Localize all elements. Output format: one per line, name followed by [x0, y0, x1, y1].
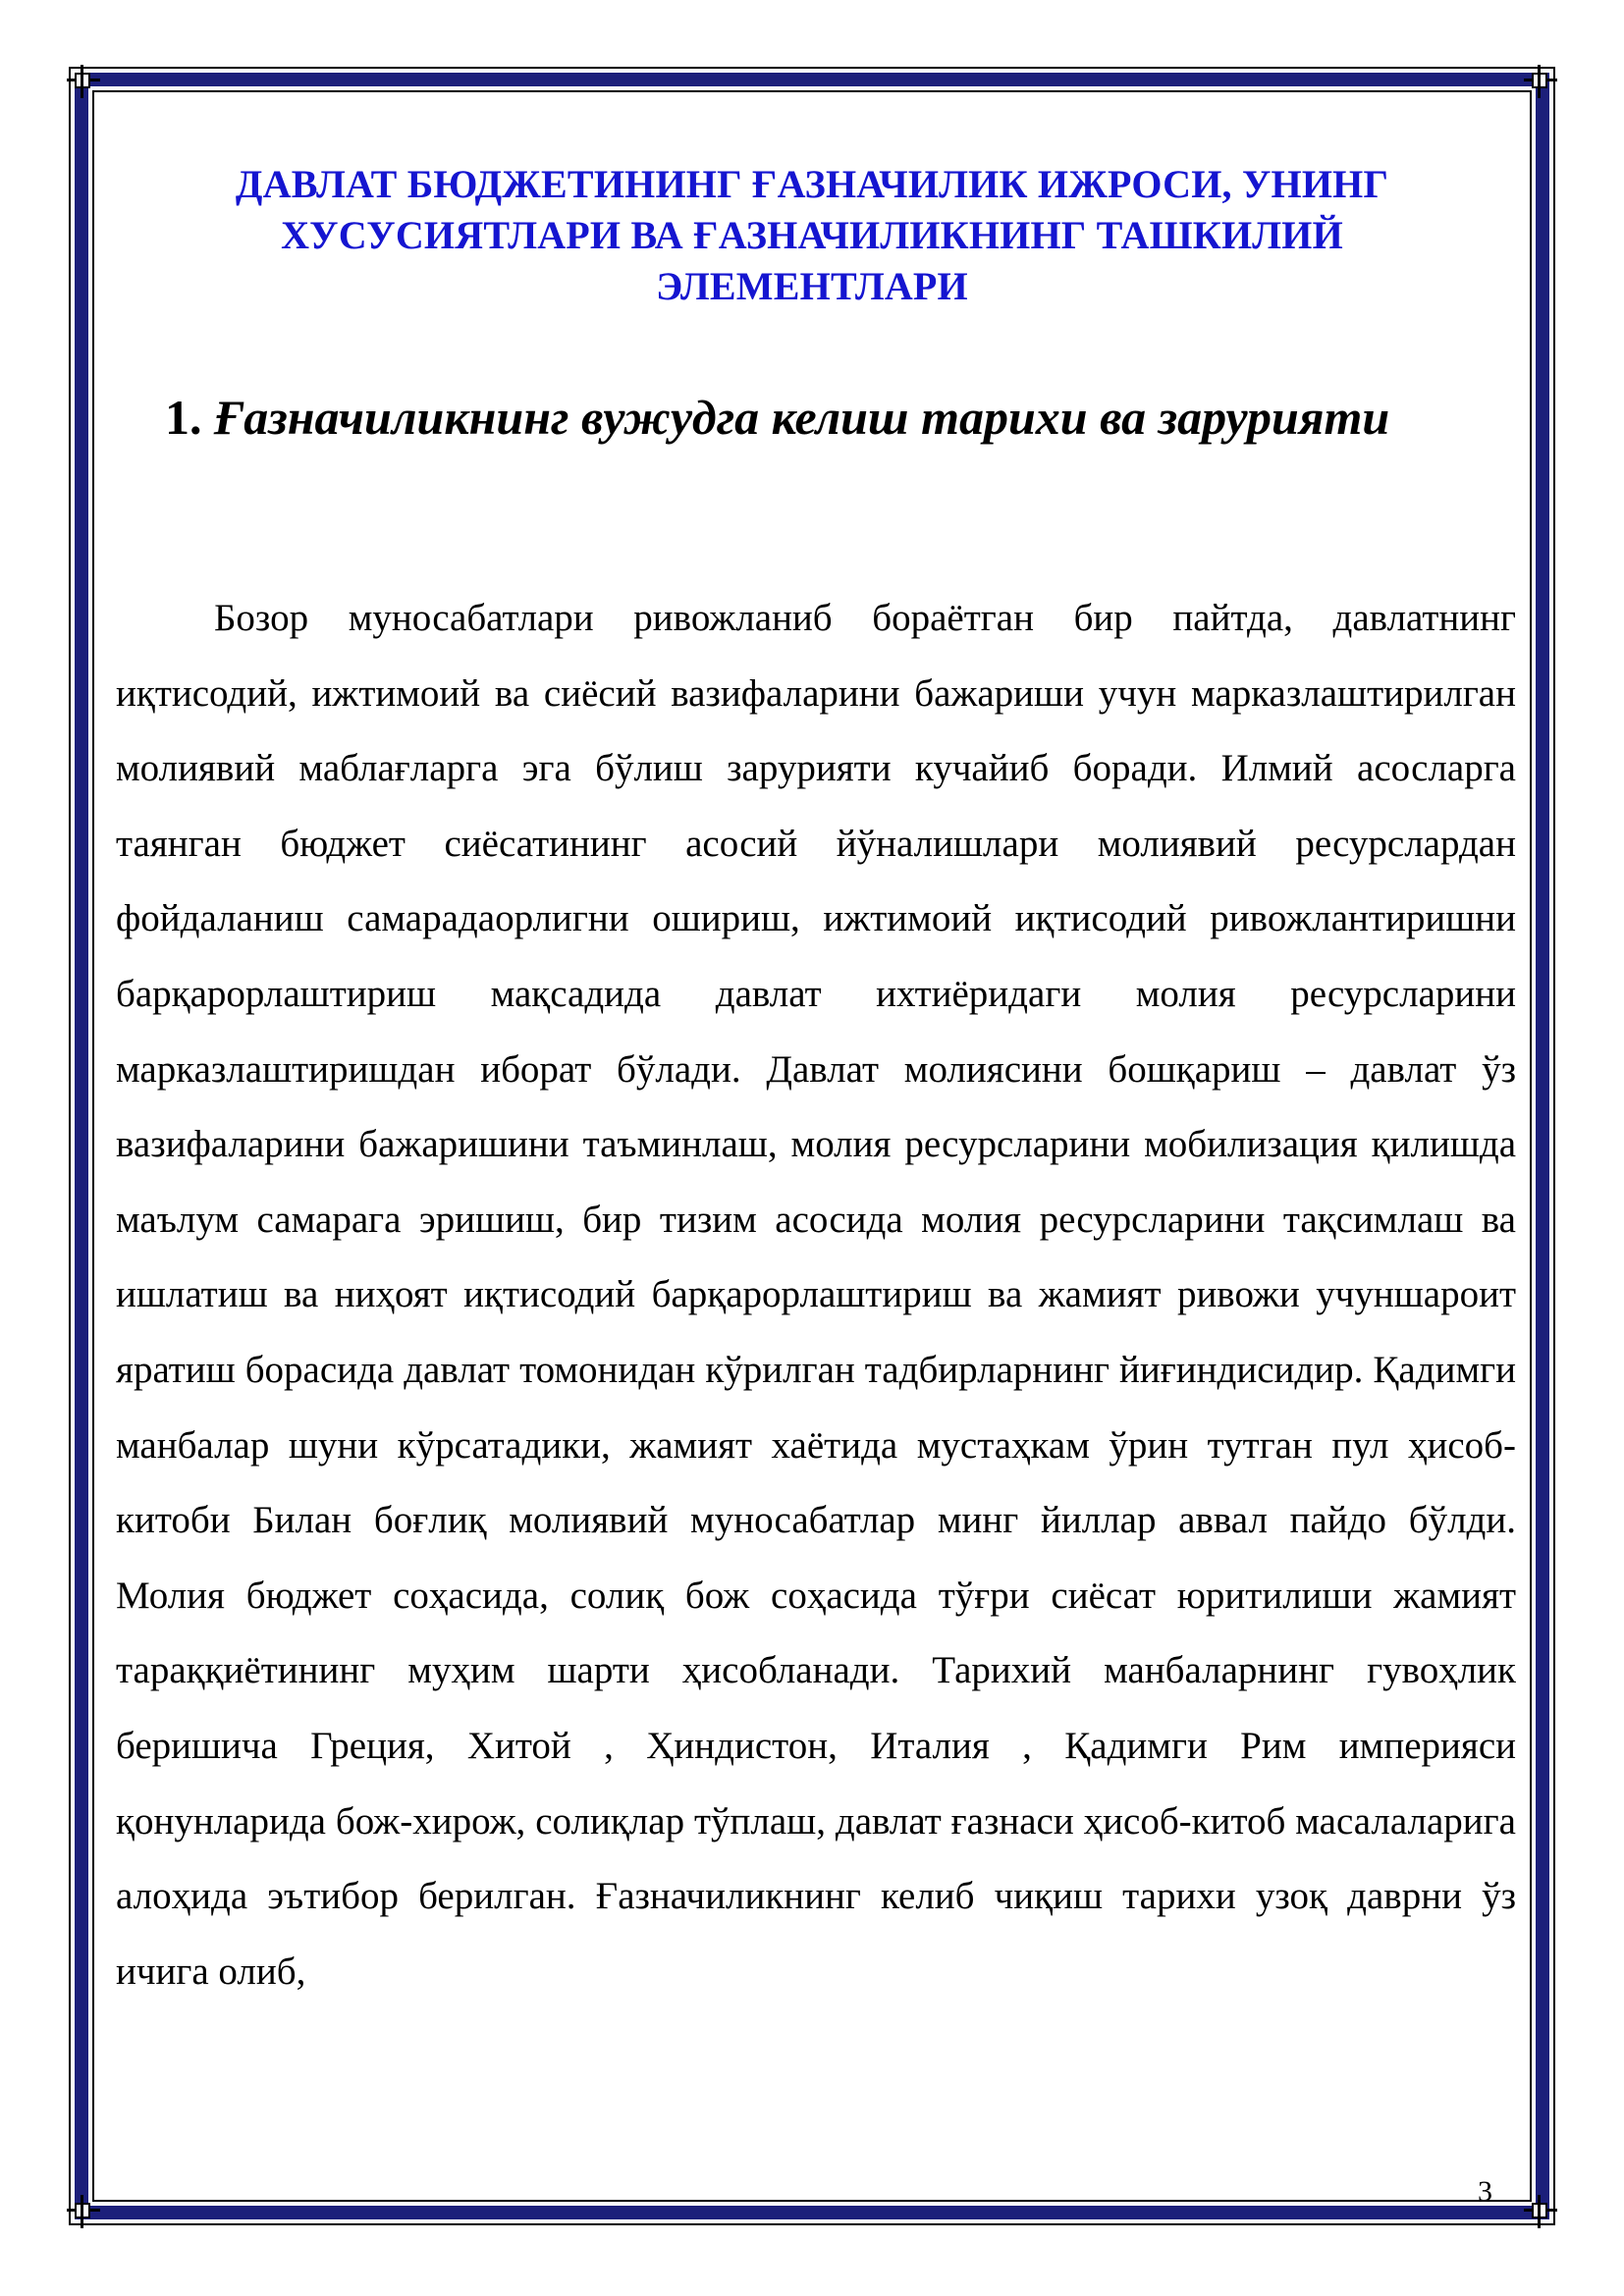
title-line: ДАВЛАТ БЮДЖЕТИНИНГ ҒАЗНАЧИЛИК ИЖРОСИ, УНИНГ	[235, 162, 1389, 206]
corner-ornament-top-left	[67, 65, 100, 98]
corner-ornament-bottom-left	[67, 2195, 100, 2228]
page-number: 3	[1478, 2175, 1492, 2208]
body-paragraph: Бозор муносабатлари ривожланиб бораётган бир пайтда, давлатнинг иқтисодий, ижтимоий ва сиёсий вазифаларини бажариши учун марказлаштирилган молиявий маблағларга эга бўлиш зарурияти кучайиб боради. Илмий асосларга таянган бюджет сиёсатининг асосий йўналишлари молиявий ресурслардан фойдаланиш самарадаорлигни ошириш, ижтимоий иқтисодий ривожлантиришни барқарорлаштириш мақсадида давлат ихтиёридаги молия ресурсларини марказлаштиришдан иборат бўлади. Давлат молиясини бошқариш – давлат ўз вазифаларини бажаришини таъминлаш, молия ресурсларини мобилизация қилишда маълум самарага эришиш, бир тизим асосида молия ресурсларини тақсимлаш ва ишлатиш ва ниҳоят иқтисодий барқарорлаштириш ва жамият ривожи учуншароит яратиш борасида давлат томонидан кўрилган тадбирларнинг йиғиндисидир. Қадимги манбалар шуни кўрсатадики, жамият хаётида мустаҳкам ўрин тутган пул ҳисоб-китоби Билан боғлиқ молиявий муносабатлар минг йиллар аввал пайдо бўлди. Молия бюджет соҳасида, солиқ бож соҳасида тўғри сиёсат юритилиши жамият тараққиётининг муҳим шарти ҳисобланади. Тарихий манбаларнинг гувоҳлик беришича Греция, Хитой , Ҳиндистон, Италия , Қадимги Рим империяси қонунларида бож-хирож, солиқлар тўплаш, давлат ғазнаси ҳисоб-китоб масалаларига алоҳида эътибор берилган. Ғазначиликнинг келиб чиқиш тарихи узоқ даврни ўз ичига олиб,	[116, 597, 1516, 1993]
document-title	[147, 159, 1477, 312]
title-line: ЭЛЕМЕНТЛАРИ	[656, 264, 968, 308]
title-line: ХУСУСИЯТЛАРИ ВА ҒАЗНАЧИЛИКНИНГ ТАШКИЛИЙ	[281, 213, 1343, 257]
corner-ornament-top-right	[1524, 65, 1557, 98]
section-number: 1.	[165, 390, 202, 445]
corner-ornament-bottom-right	[1524, 2195, 1557, 2228]
section-title: Ғазначиликнинг вужудга келиш тарихи ва зарурияти	[214, 390, 1390, 445]
section-heading	[165, 387, 1516, 448]
